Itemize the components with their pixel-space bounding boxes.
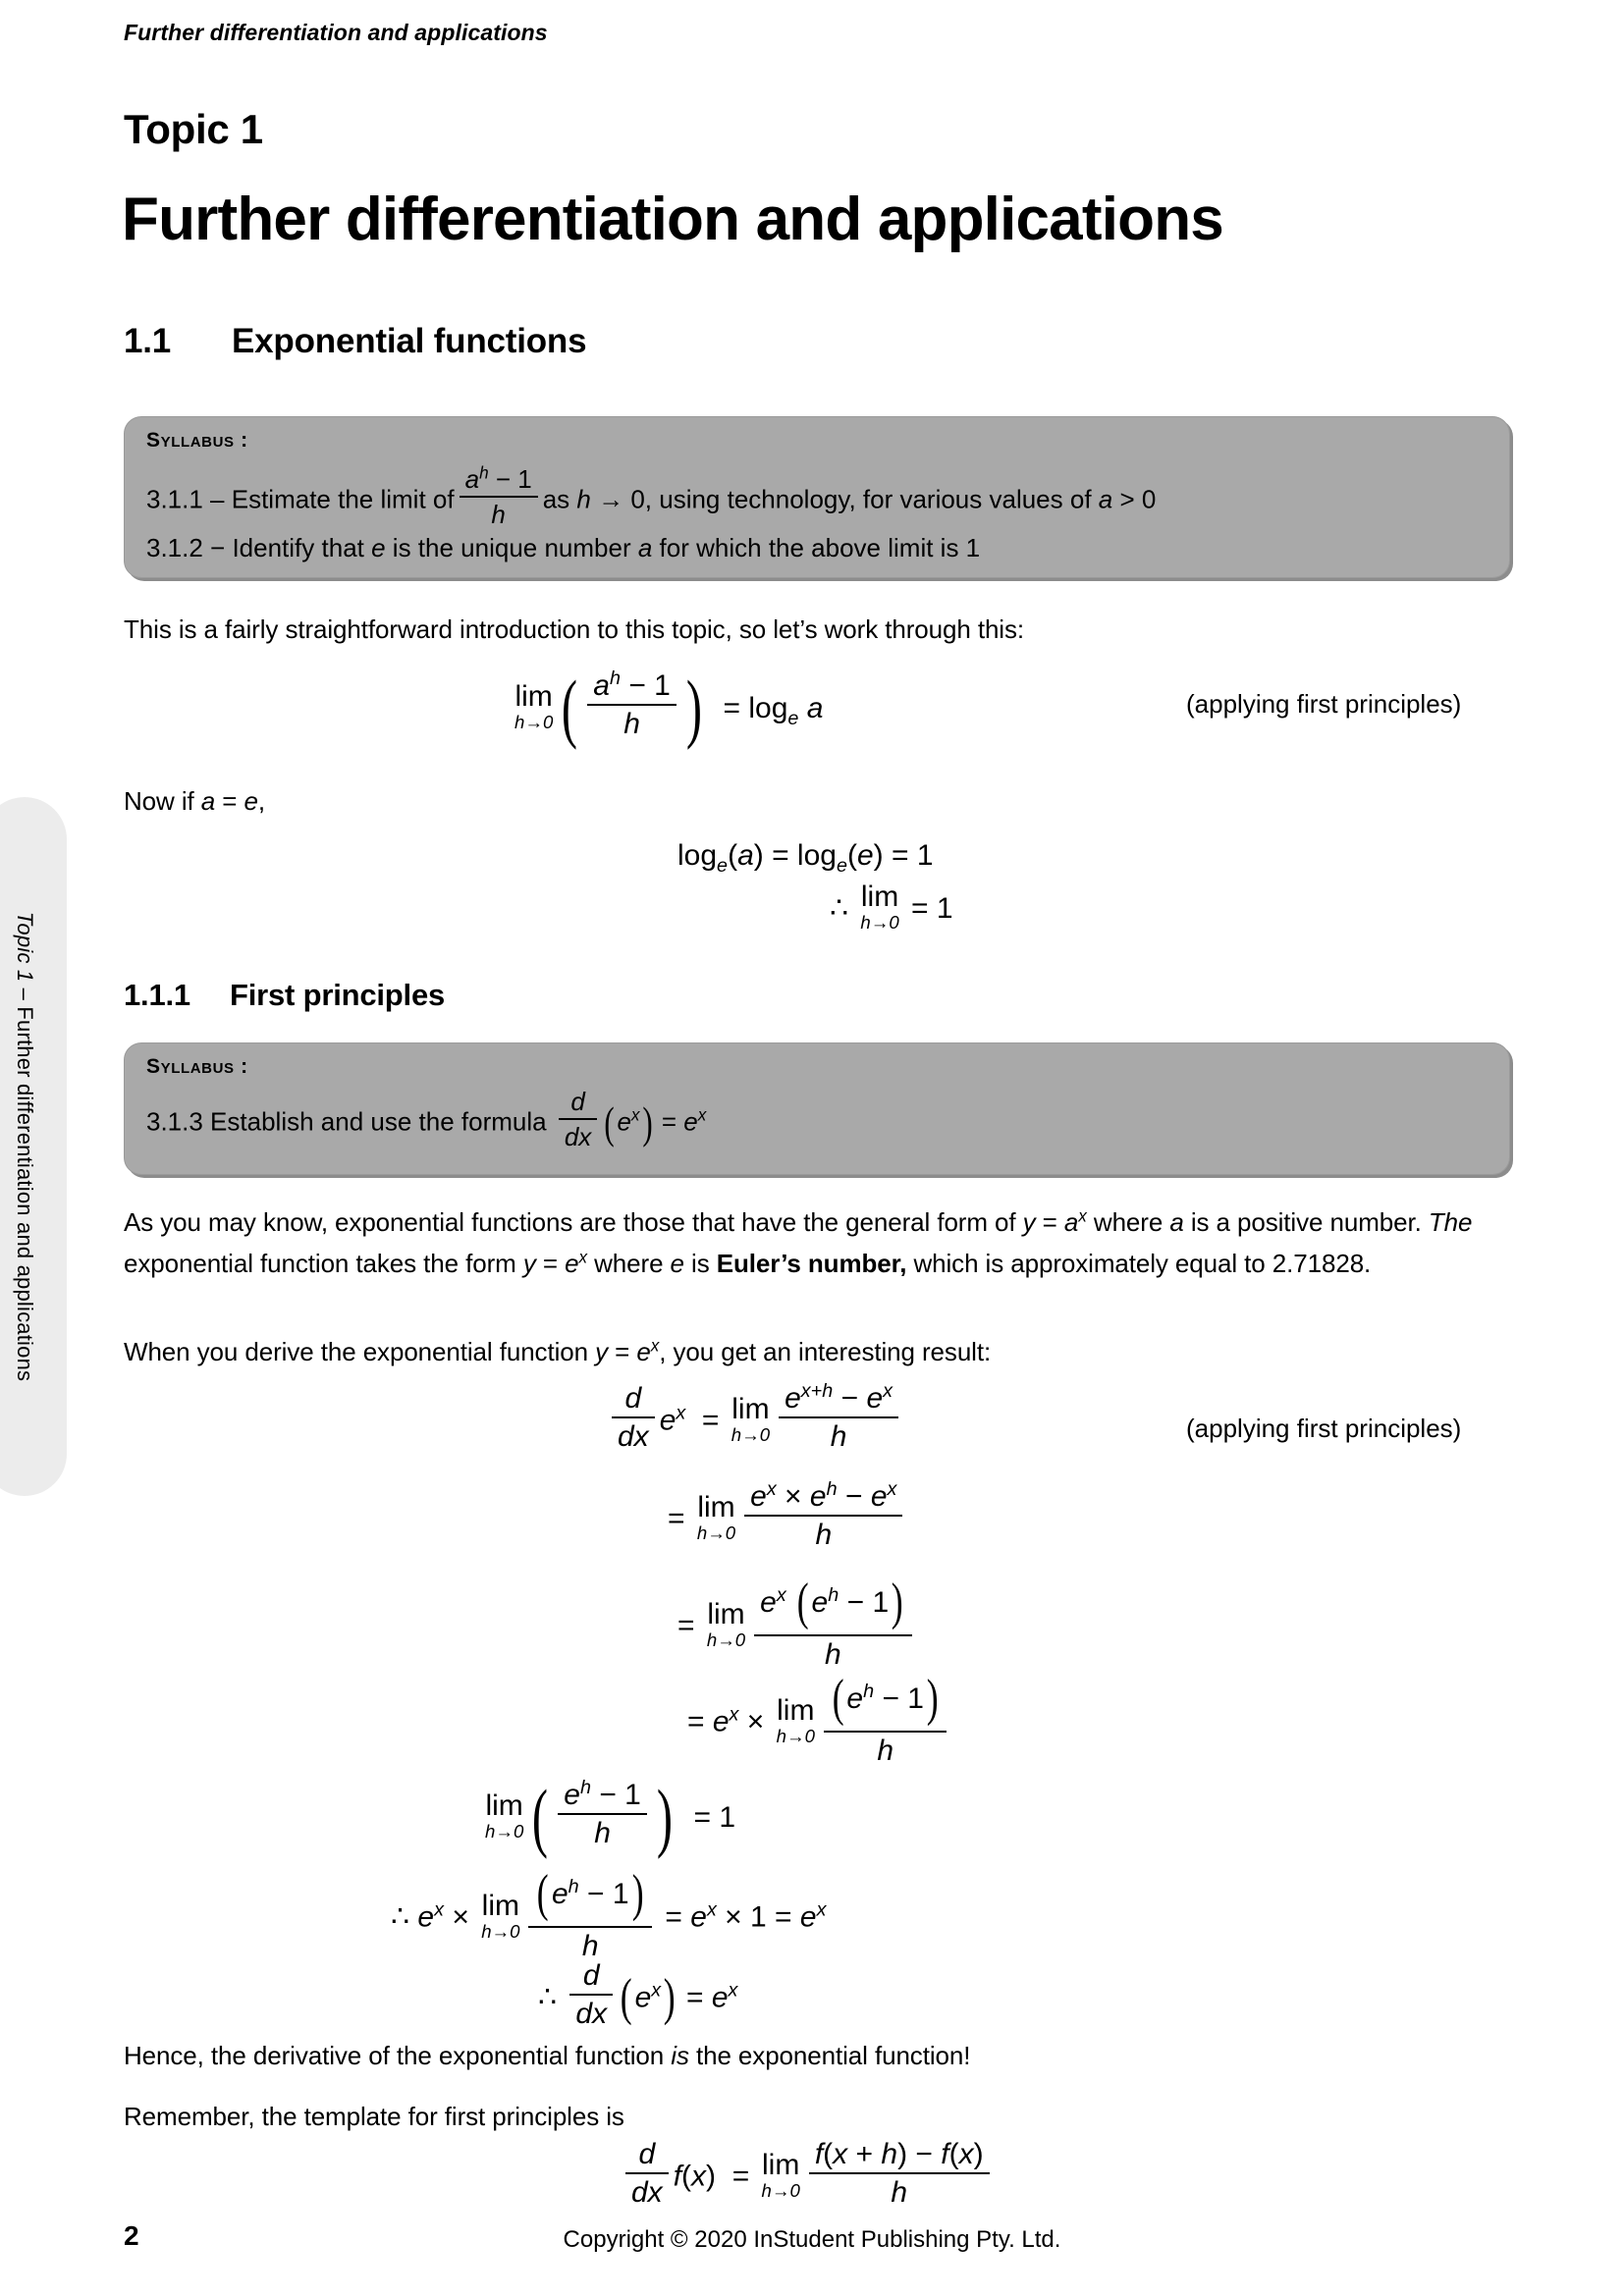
equation-derivation-3: = lim h→0 $\frac{e^x (e^h - 1)}{h}$ (677, 1578, 917, 1676)
fraction-derivation-3: $\frac{e^x (e^h - 1)}{h}$ (754, 1575, 911, 1672)
paragraph-as-you-may-know: As you may know, exponential functions are those that have the general form of $y = a^x$ where a is a positive number. The exponential function takes the form $y = e^x$ where e is Euler’s number, which is approximately equal to 2.71828. (124, 1205, 1473, 1278)
syllabus-item-313: 3.1.3 Establish and use the formula $\frac{d}{dx}$ $(e^x) = e^x$ (146, 1087, 707, 1152)
paragraph-hence: Hence, the derivative of the exponential function is the exponential function! (124, 2041, 971, 2070)
equation-first-principles-template: $\frac{d}{dx}$ f(x) = lim h→0 $\frac{f(x + h) - f(x)}{h}$ (621, 2142, 995, 2214)
side-tab-italic: Topic 1 (13, 911, 37, 983)
paragraph-remember: Remember, the template for first principles is (124, 2102, 624, 2131)
note-applying-first-principles-1: (applying first principles) (1186, 689, 1462, 719)
limit-operator: lim h→0 (761, 2148, 800, 2201)
fraction-derivation-4: $\frac{(e^h - 1)}{h}$ (824, 1671, 947, 1768)
paragraph-when-you-derive: When you derive the exponential function $y = e^x$, you get an interesting result: (124, 1335, 992, 1366)
limit-operator: lim h→0 (696, 1490, 736, 1543)
limit-operator: lim h→0 (776, 1693, 815, 1746)
limit-operator: lim h→0 (481, 1889, 520, 1942)
fraction-d-over-dx: $\frac{d}{dx}$ (612, 1382, 655, 1454)
syllabus-item-312: 3.1.2 − Identify that e is the unique number a for which the above limit is 1 (146, 533, 981, 562)
topic-label: Topic 1 (124, 106, 263, 152)
section-heading-1-1 (124, 322, 586, 361)
running-header: Further differentiation and applications (124, 20, 548, 45)
equation-log-e: $\log_e(a) = \log_e(e) = 1$ (677, 839, 934, 877)
equation-derivation-2: = lim h→0 $\frac{e^x \times e^h - e^x}{h}$ (668, 1484, 907, 1556)
fraction-ah-minus-1-over-h: $\frac{a^h - 1}{h}$ (587, 669, 677, 741)
limit-operator: lim h→0 (706, 1597, 746, 1650)
syllabus-item-311 (146, 462, 1157, 534)
fraction-first-principles: $\frac{f(x + h) - f(x)}{h}$ (809, 2138, 990, 2210)
equation-derivation-5: lim h→0 ( $\frac{e^h - 1}{h}$ ) = 1 (485, 1773, 736, 1859)
equation-derivation-7: ∴ $\frac{d}{dx}$ $(e^x) = e^x$ (538, 1958, 738, 2030)
equation-therefore-limit: ∴ lim h→0 = 1 (830, 881, 953, 933)
equation-derivation-4: = $e^x$ × lim h→0 $\frac{(e^h - 1)}{h}$ (687, 1675, 951, 1772)
syllabus-box-2 (124, 1042, 1510, 1175)
syllabus-item-313-prefix: 3.1.3 Establish and use the formula (146, 1106, 547, 1137)
fraction-derivation-2: $\frac{e^x \times e^h - e^x}{h}$ (744, 1480, 902, 1552)
equation-derivation-1: $\frac{d}{dx}$ $e^x$ = lim h→0 $\frac{e^{x+h} - e^x}{h}$ (607, 1386, 903, 1458)
page-title: Further differentiation and applications (122, 186, 1223, 253)
fraction-eh-minus-1-over-h: $\frac{e^h - 1}{h}$ (558, 1779, 647, 1850)
limit-operator: lim h→0 (860, 881, 899, 933)
side-tab-label (12, 912, 37, 1381)
fraction-d-over-dx: $\frac{d}{dx}$ (625, 2138, 669, 2210)
fraction-d-over-dx: $\frac{d}{dx}$ (559, 1087, 597, 1152)
side-tab-rest: – Further differentiation and applications (13, 982, 37, 1382)
equation-derivation-6: ∴ $e^x$ × lim h→0 $\frac{(e^h - 1)}{h}$ = $e^x \times 1 = e^x$ (391, 1865, 827, 1962)
copyright-notice: Copyright © 2020 InStudent Publishing Pty. Ltd. (563, 2226, 1061, 2253)
section-title: First principles (230, 978, 446, 1012)
limit-operator: lim h→0 (731, 1392, 771, 1445)
fraction-derivation-1: $\frac{e^{x+h} - e^x}{h}$ (779, 1382, 898, 1454)
section-number: 1.1 (124, 322, 172, 360)
syllabus-heading: Syllabus : (146, 1055, 248, 1078)
syllabus-item-311-suffix: as h → 0, using technology, for various values of a > 0 (542, 484, 1157, 514)
fraction-derivation-6: $\frac{(e^h - 1)}{h}$ (528, 1866, 652, 1963)
fraction-ah-minus-1-over-h: $\frac{a^h - 1}{h}$ (460, 464, 538, 530)
paragraph-now-if: Now if a = e, (124, 786, 265, 816)
syllabus-heading: Syllabus : (146, 429, 248, 452)
limit-operator: lim h→0 (514, 680, 554, 732)
page-number: 2 (124, 2220, 139, 2251)
paragraph-intro: This is a fairly straightforward introduction to this topic, so let’s work through this: (124, 614, 1025, 644)
fraction-d-over-dx: $\frac{d}{dx}$ (569, 1959, 613, 2031)
section-title: Exponential functions (232, 322, 587, 360)
note-applying-first-principles-2: (applying first principles) (1186, 1414, 1462, 1443)
syllabus-box-1 (124, 416, 1510, 578)
section-number: 1.1.1 (124, 978, 190, 1012)
equation-limit-a: lim h→0 ( $\frac{a^h - 1}{h}$ ) = $\log_e a$ (514, 664, 824, 750)
side-tab (0, 797, 67, 1496)
syllabus-item-311-prefix: 3.1.1 – Estimate the limit of (146, 484, 455, 514)
section-heading-1-1-1 (124, 978, 445, 1013)
limit-operator: lim h→0 (485, 1789, 524, 1842)
